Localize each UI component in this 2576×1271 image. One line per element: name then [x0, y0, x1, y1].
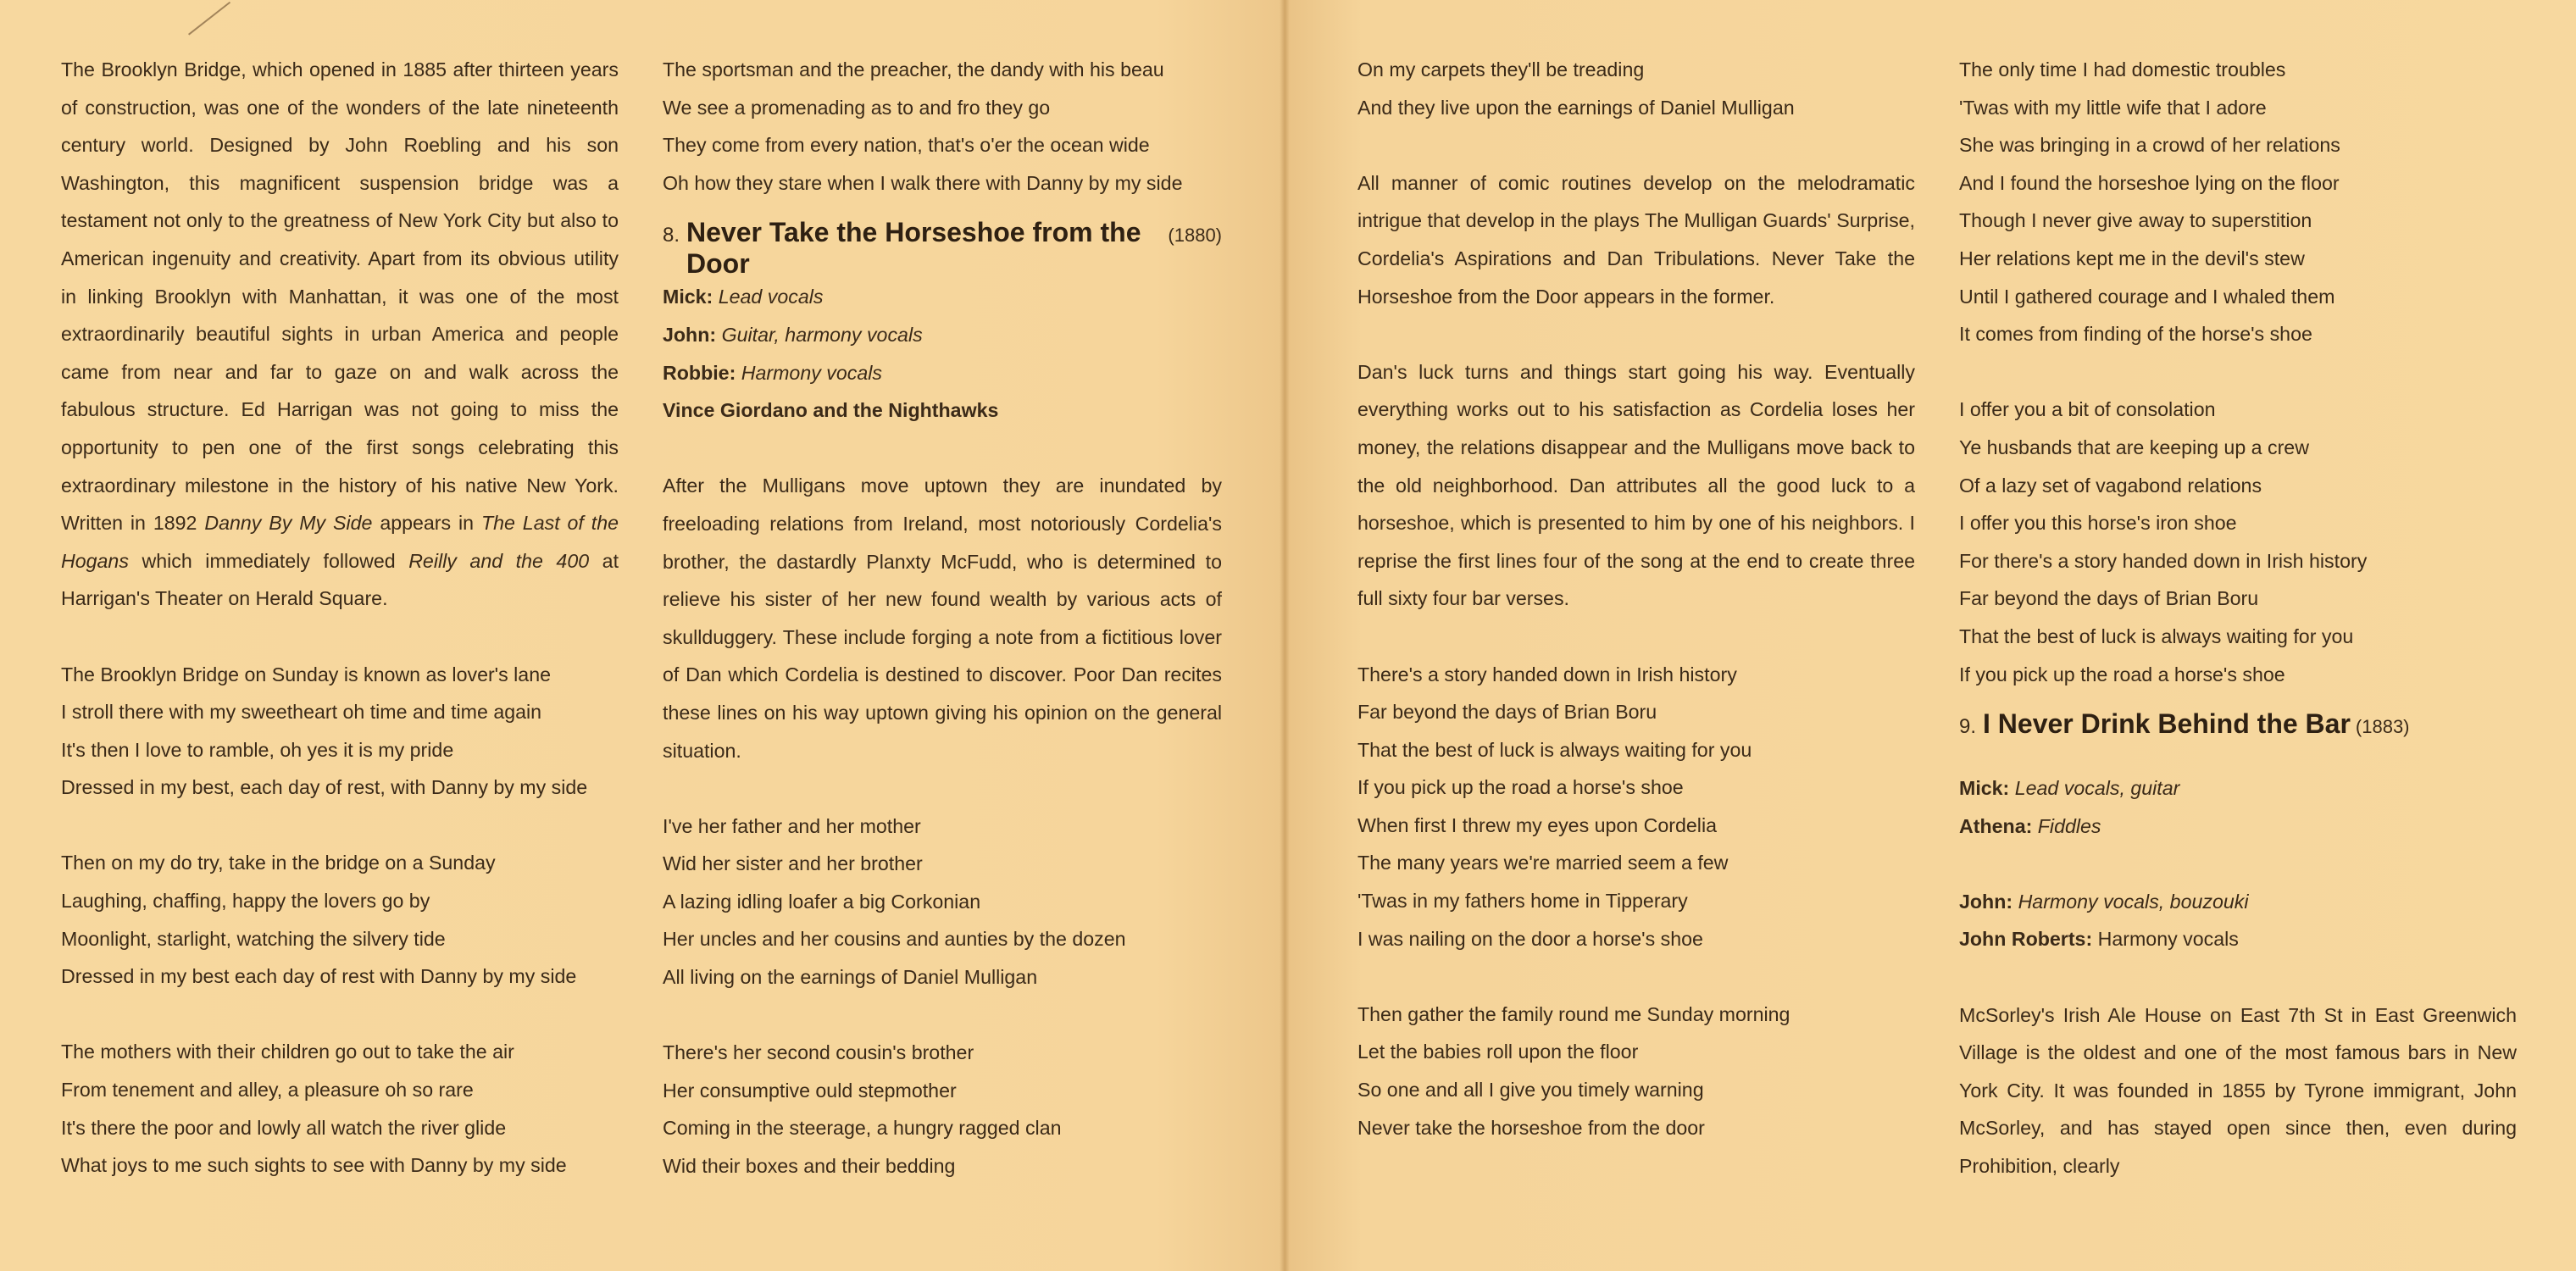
track-title: Never Take the Horseshoe from the Door — [686, 217, 1141, 280]
credit-line: Mick: Lead vocals — [663, 286, 824, 308]
lyric-line: Dressed in my best each day of rest with Danny by my side — [61, 965, 577, 988]
lyric-line: And I found the horseshoe lying on the floor — [1959, 171, 2340, 194]
lyric-line: She was bringing in a crowd of her relations — [1959, 134, 2340, 157]
lyric-line: 'Twas with my little wife that I adore — [1959, 96, 2267, 119]
lyric-line: From tenement and alley, a pleasure oh so rare — [61, 1079, 474, 1102]
track-year: (1880) — [1168, 225, 1222, 247]
credit-line: Athena: Fiddles — [1959, 814, 2101, 837]
liner-note-paragraph: McSorley's Irish Ale House on East 7th St in East Greenwich Village is the oldest and one of the most famous bars in New York City. It was founded in 1855 by Tyrone immigrant, John McSorley, and has stayed open since then, even during Prohibition, clearly — [1959, 1003, 2517, 1178]
liner-note-paragraph: After the Mulligans move uptown they are inundated by freeloading relations from Ireland, most notoriously Cordelia's brother, the dastardly Planxty McFudd, who is determined to relieve his sister of her new found wealth by various acts of skullduggery. These include forging a note from a fictitious lover of Dan which Cordelia is destined to discover. Poor Dan recites these lines on his way uptown giving his opinion on the general situation. — [663, 475, 1222, 762]
track-credits — [1959, 883, 2517, 958]
lyric-line: That the best of luck is always waiting for you — [1357, 738, 1752, 761]
lyric-line: Coming in the steerage, a hungry ragged clan — [663, 1117, 1062, 1140]
lyric-line: Oh how they stare when I walk there with Danny by my side — [663, 171, 1183, 194]
lyric-line: The sportsman and the preacher, the dandy with his beau — [663, 58, 1164, 80]
lyric-line: 'Twas in my fathers home in Tipperary — [1357, 890, 1688, 913]
column-2 — [663, 51, 1222, 1185]
column-3 — [1357, 51, 1915, 1146]
lyrics-verse — [1959, 391, 2517, 693]
lyric-line: On my carpets they'll be treading — [1357, 58, 1645, 80]
lyrics-verse — [1959, 51, 2517, 353]
lyric-line: Wid their boxes and their bedding — [663, 1155, 956, 1178]
lyrics-verse — [1357, 51, 1915, 126]
credit-line: John Roberts: Harmony vocals — [1959, 928, 2239, 951]
lyrics-verse — [663, 808, 1222, 996]
lyric-line: Wid her sister and her brother — [663, 852, 923, 875]
lyric-line: They come from every nation, that's o'er the ocean wide — [663, 134, 1150, 157]
lyric-line: Her consumptive ould stepmother — [663, 1079, 957, 1102]
credit-line: Robbie: Harmony vocals — [663, 361, 882, 384]
liner-note-paragraph: All manner of comic routines develop on the melodramatic intrigue that develop in the plays The Mulligan Guards' Surprise, Cordelia's Aspirations and Dan Tribulations. Never Take the Horseshoe from the Door appears in the former. — [1357, 171, 1915, 308]
lyric-line: All living on the earnings of Daniel Mulligan — [663, 966, 1038, 989]
track-credits — [1959, 769, 2517, 845]
lyrics-verse — [663, 1034, 1222, 1185]
track-number: 9. — [1959, 715, 1977, 739]
lyric-line: When first I threw my eyes upon Cordelia — [1357, 813, 1717, 836]
lyric-line: That the best of luck is always waiting for you — [1959, 624, 2354, 647]
lyric-line: I was nailing on the door a horse's shoe — [1357, 927, 1703, 950]
lyrics-verse — [1357, 996, 1915, 1146]
lyric-line: Far beyond the days of Brian Boru — [1357, 701, 1657, 724]
lyric-line: Far beyond the days of Brian Boru — [1959, 587, 2259, 610]
lyrics-verse — [61, 1033, 619, 1184]
lyric-line: We see a promenading as to and fro they go — [663, 96, 1051, 119]
lyric-line: A lazing idling loafer a big Corkonian — [663, 890, 981, 913]
lyric-line: The many years we're married seem a few — [1357, 852, 1729, 874]
track-title: I Never Drink Behind the Bar — [1983, 708, 2351, 740]
lyric-line: Laughing, chaffing, happy the lovers go by — [61, 890, 430, 913]
lyric-line: It's then I love to ramble, oh yes it is my pride — [61, 738, 454, 761]
column-1 — [61, 51, 619, 1185]
lyric-line: If you pick up the road a horse's shoe — [1959, 663, 2285, 685]
lyric-line: It's there the poor and lowly all watch the river glide — [61, 1116, 507, 1139]
song-title: Danny By My Side — [204, 512, 373, 535]
lyric-line: The only time I had domestic troubles — [1959, 58, 2286, 80]
lyric-line: I've her father and her mother — [663, 814, 921, 837]
column-4 — [1959, 51, 2517, 1185]
credit-line: John: Harmony vocals, bouzouki — [1959, 890, 2249, 913]
lyric-line: For there's a story handed down in Irish history — [1959, 549, 2368, 572]
brooklyn-bridge-intro: The Brooklyn Bridge, which opened in 1885 after thirteen years of construction, was one of the wonders of the late nineteenth century world. Designed by John Roebling and his son Washington, this magnificent suspension bridge was a testament not only to the greatness of New York City but also to American ingenuity and creativity. Apart from its obvious utility in linking Brooklyn with Manhattan, it was one of the most extraordinarily beautiful sights in urban America and people came from near and far to gaze on and walk across the fabulous structure. Ed Harrigan was not going to miss the opportunity to pen one of the first songs celebrating this extraordinary milestone in the history of his native New York. Written in 1892 Danny By My Side appears in The Last of the Hogans which immediately followed Reilly and the 400 at Harrigan's Theater on Herald Square. — [61, 58, 619, 610]
lyrics-verse — [663, 51, 1222, 202]
track-year: (1883) — [2355, 716, 2410, 738]
lyric-line: Never take the horseshoe from the door — [1357, 1116, 1705, 1139]
lyric-line: Moonlight, starlight, watching the silvery tide — [61, 927, 446, 950]
track-heading — [1959, 708, 2517, 751]
lyric-line: Her relations kept me in the devil's stew — [1959, 247, 2305, 269]
lyric-line: Let the babies roll upon the floor — [1357, 1041, 1639, 1063]
lyric-line: Dressed in my best, each day of rest, with Danny by my side — [61, 776, 588, 799]
lyric-line: The mothers with their children go out to take the air — [61, 1041, 514, 1063]
page-gutter — [1280, 0, 1290, 1271]
lyric-line: Until I gathered courage and I whaled them — [1959, 285, 2335, 308]
lyric-line: There's her second cousin's brother — [663, 1041, 974, 1064]
lyric-line: If you pick up the road a horse's shoe — [1357, 776, 1684, 799]
lyrics-verse — [1357, 656, 1915, 958]
lyric-line: Her uncles and her cousins and aunties by the dozen — [663, 928, 1126, 951]
liner-note-paragraph: Dan's luck turns and things start going his way. Eventually everything works out to his satisfaction as Cordelia loses her money, the relations disappear and the Mulligans move back to the old neighborhood. Dan attributes all the good luck to a horseshoe, which is presented to him by one of his neighbors. I reprise the first lines four of the song at the end to create three full sixty four bar verses. — [1357, 360, 1915, 610]
play-title: The Last of the Hogans — [61, 512, 619, 572]
lyric-line: Then on my do try, take in the bridge on a Sunday — [61, 852, 496, 874]
credit-line: Vince Giordano and the Nighthawks — [663, 399, 999, 422]
lyric-line: I offer you a bit of consolation — [1959, 398, 2216, 421]
lyric-line: Of a lazy set of vagabond relations — [1959, 474, 2262, 497]
track-heading — [663, 217, 1222, 280]
lyric-line: Though I never give away to superstition — [1959, 209, 2312, 232]
credit-line: Mick: Lead vocals, guitar — [1959, 777, 2180, 800]
lyric-line: There's a story handed down in Irish history — [1357, 663, 1737, 685]
credit-line: John: Guitar, harmony vocals — [663, 323, 923, 346]
lyric-line: I stroll there with my sweetheart oh time and time again — [61, 701, 542, 724]
lyric-line: Then gather the family round me Sunday morning — [1357, 1002, 1790, 1025]
lyrics-verse — [61, 844, 619, 995]
track-credits — [663, 278, 1222, 429]
lyric-line: So one and all I give you timely warning — [1357, 1079, 1704, 1102]
lyric-line: The Brooklyn Bridge on Sunday is known as lover's lane — [61, 663, 551, 685]
lyric-line: And they live upon the earnings of Daniel Mulligan — [1357, 96, 1795, 119]
track-number: 8. — [663, 224, 680, 247]
lyrics-verse — [61, 656, 619, 807]
lyric-line: Ye husbands that are keeping up a crew — [1959, 436, 2309, 458]
lyric-line: What joys to me such sights to see with Danny by my side — [61, 1154, 567, 1177]
play-title: Reilly and the 400 — [408, 549, 590, 572]
lyric-line: I offer you this horse's iron shoe — [1959, 512, 2237, 535]
lyric-line: It comes from finding of the horse's shoe — [1959, 323, 2312, 346]
